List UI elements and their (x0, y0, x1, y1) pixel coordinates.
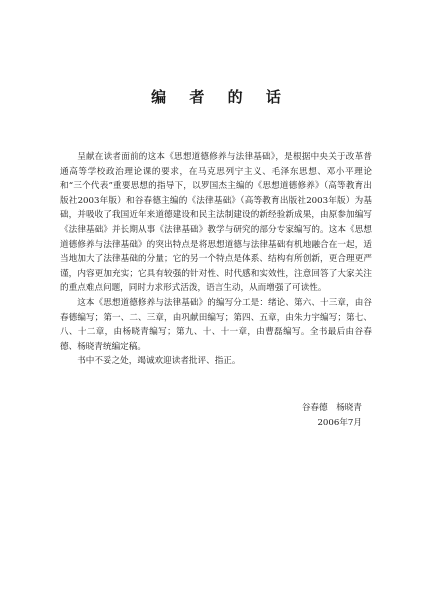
signature-authors: 谷春德 杨晓青 (301, 403, 362, 413)
preface-paragraph-1: 呈献在读者面前的这本《思想道德修养与法律基础》，是根据中央关于改革普通高等学校政治理论课的要求，在马克思列宁主义、毛泽东思想、邓小平理论和“三个代表”重要思想的指导下，以罗国杰主编的《思想道德修养》（高等教育出版社2003年版）和谷春德主编的《法律基础》（高等教育出版社2003年版）为基础，并吸收了我国近年来道德建设和民主法制建设的新经验新成果，由原参加编写《法律基础》并长期从事《法律基础》教学与研究的部分专家编写的。这本《思想道德修养与法律基础》的突出特点是将思想道德与法律基础有机地融合在一起，适当地加大了法律基础的分量；它的另一个特点是体系、结构有所创新，更合理更严谨，内容更加充实；它具有较强的针对性、时代感和实效性，注意回答了大家关注的重点难点问题，同时力求形式活泼，语言生动，从而增强了可读性。 (60, 152, 372, 294)
signature-block (302, 401, 362, 431)
preface-paragraph-3: 书中不妥之处，竭诚欢迎读者批评、指正。 (77, 356, 241, 367)
preface-body (60, 150, 372, 369)
page-title: 编 者 的 话 (151, 88, 290, 106)
preface-paragraph-2: 这本《思想道德修养与法律基础》的编写分工是：绪论、第六、十三章，由谷春德编写；第一、二、三章，由巩献田编写；第四、五章，由朱力宇编写；第七、八、十二章，由杨晓青编写；第九、十、十一章，由曹磊编写。全书最后由谷春德、杨晓青统编定稿。 (60, 297, 372, 352)
signature-date: 2006年7月 (317, 418, 362, 428)
